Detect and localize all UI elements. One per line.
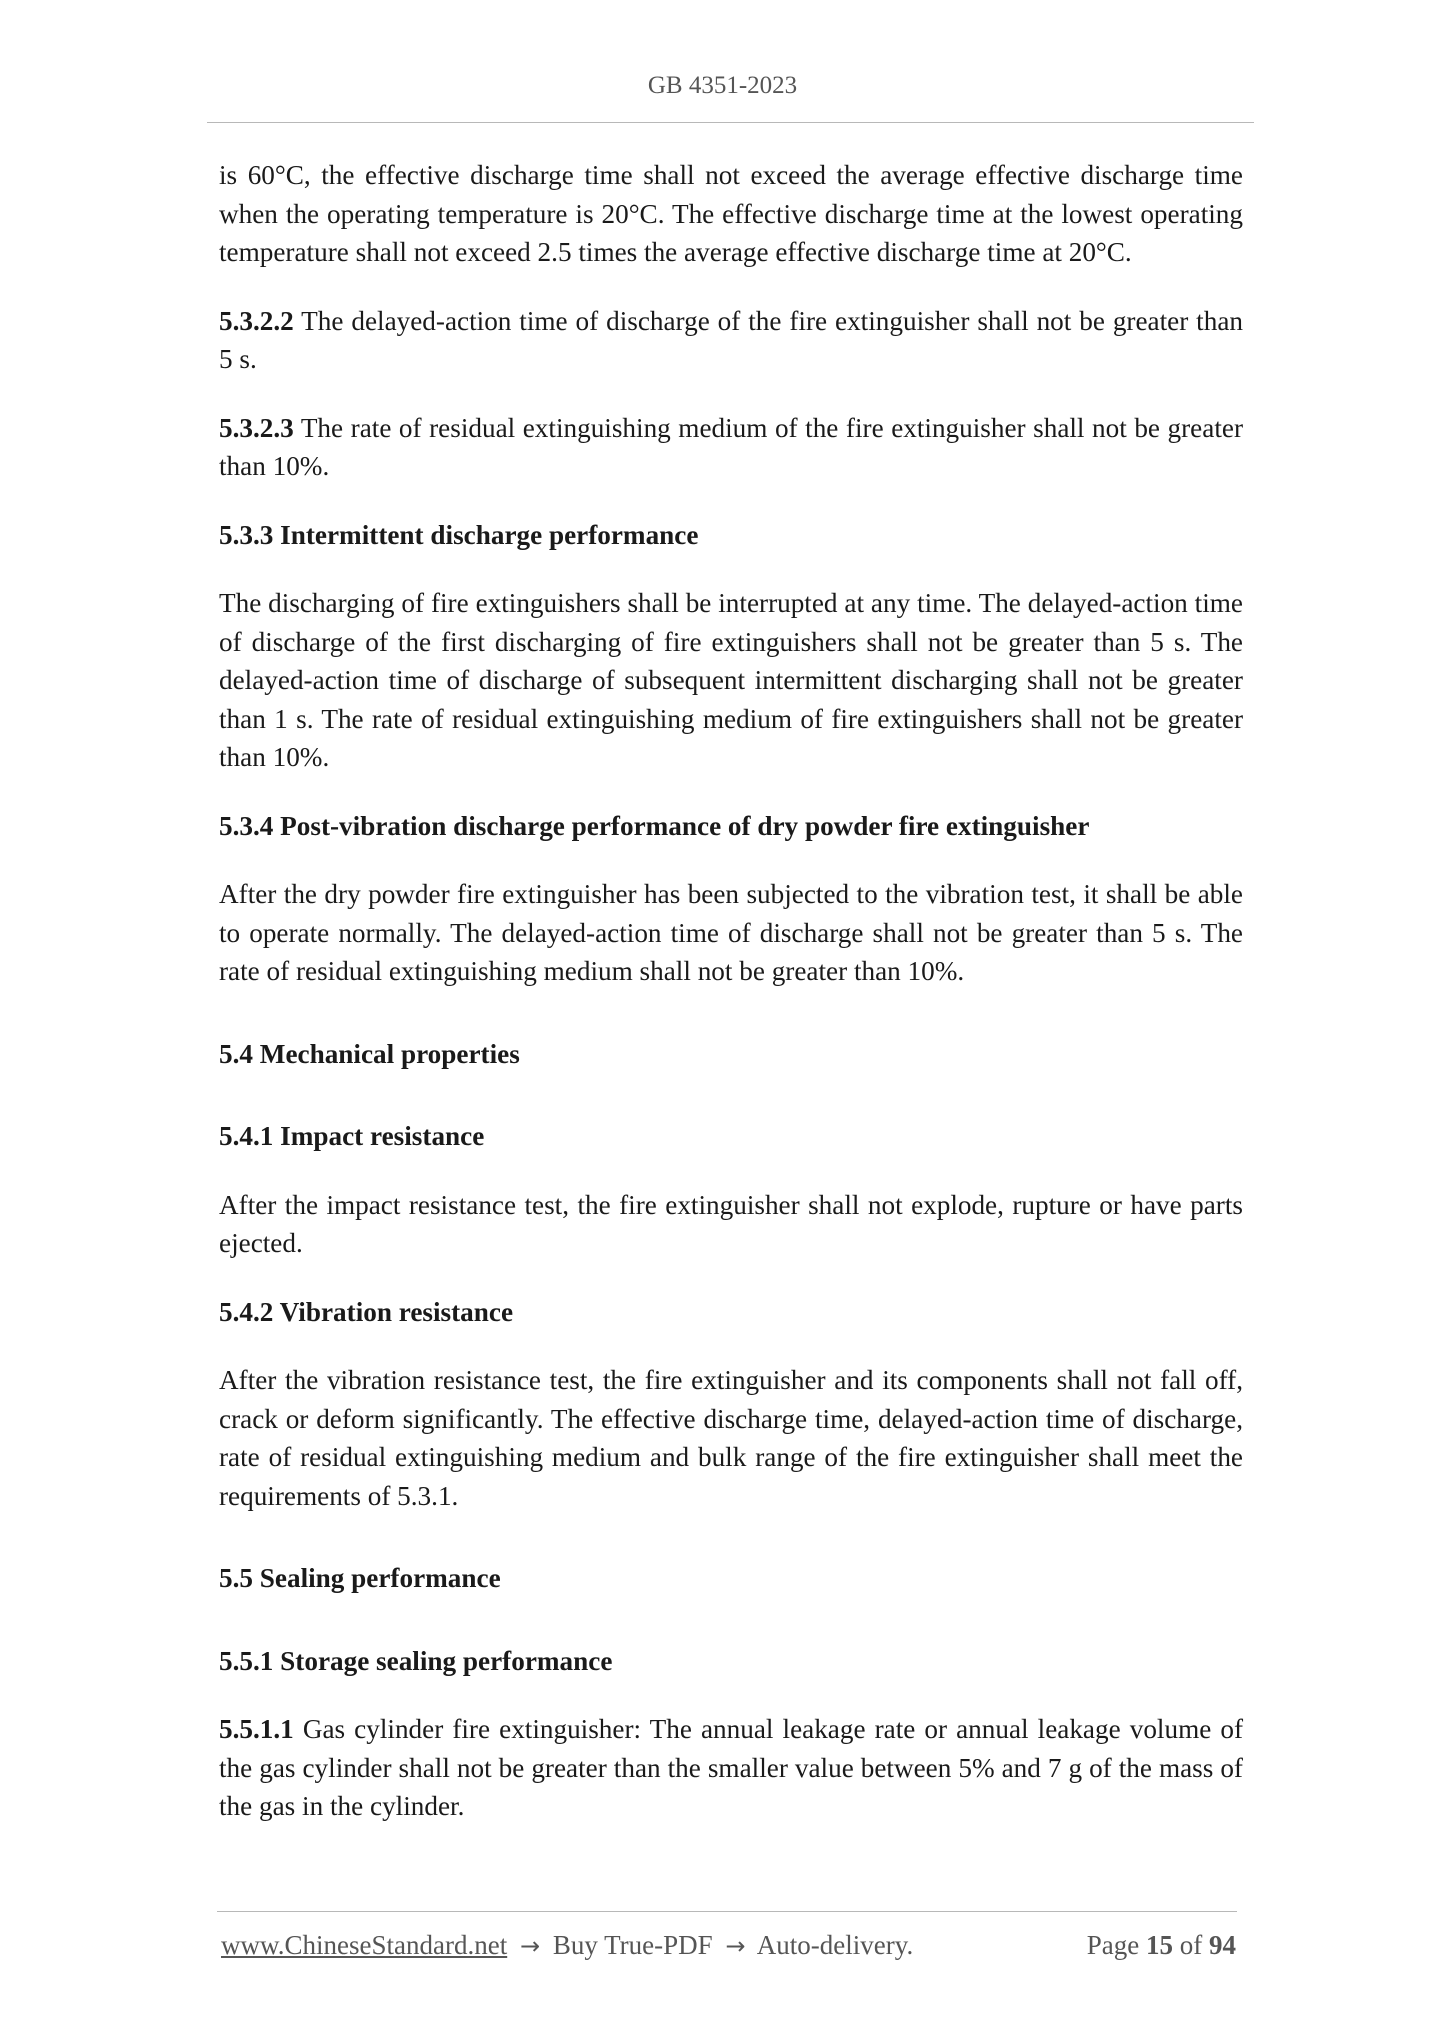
section-heading-5-5: 5.5 Sealing performance	[219, 1563, 501, 1593]
website-link[interactable]: www.ChineseStandard.net	[221, 1930, 508, 1960]
paragraph-post-vibration: After the dry powder fire extinguisher has been subjected to the vibration test, it shall be able to operate normally. The delayed-action time of discharge shall not be greater than 5 s. The rate of residual extinguishing medium shall not be greater than 10%.	[219, 879, 1243, 986]
footer-divider	[217, 1911, 1237, 1912]
clause-number: 5.3.2.2	[219, 305, 294, 336]
section-heading-5-4-2: 5.4.2 Vibration resistance	[219, 1296, 514, 1327]
document-body	[219, 156, 1243, 1826]
paragraph-continued: is 60°C, the effective discharge time shall not exceed the average effective discharge time when the operating temperature is 20°C. The effective discharge time at the lowest operating temperature shall not exceed 2.5 times the average effective discharge time at 20°C.	[219, 160, 1243, 267]
page-indicator	[1087, 1930, 1236, 1961]
of-label: of	[1179, 1930, 1203, 1960]
page-footer	[221, 1930, 1236, 1961]
buy-true-pdf-text: Buy True-PDF	[552, 1930, 713, 1960]
section-heading-5-5-1: 5.5.1 Storage sealing performance	[219, 1645, 613, 1676]
total-page-count: 94	[1209, 1930, 1236, 1960]
footer-left	[221, 1930, 913, 1961]
clause-number: 5.3.2.3	[219, 412, 294, 443]
paragraph-vibration-resistance: After the vibration resistance test, the fire extinguisher and its components shall not fall off, crack or deform significantly. The effective discharge time, delayed-action time of discharge, rate of residual extinguishing medium and bulk range of the fire extinguisher shall meet the requirements of 5.3.1.	[219, 1365, 1243, 1511]
paragraph-intermittent-discharge: The discharging of fire extinguishers shall be interrupted at any time. The delayed-action time of discharge of the first discharging of fire extinguishers shall not be greater than 5 s. The delayed-action time of discharge of subsequent intermittent discharging shall not be greater than 1 s. The rate of residual extinguishing medium of fire extinguishers shall not be greater than 10%.	[219, 588, 1243, 772]
header-divider	[207, 122, 1254, 123]
current-page-number: 15	[1146, 1930, 1173, 1960]
clause-text: The delayed-action time of discharge of the fire extinguisher shall not be greater than 5 s.	[219, 305, 1243, 374]
clause-5-3-2-2	[219, 302, 1243, 379]
section-heading-5-3-3: 5.3.3 Intermittent discharge performance	[219, 519, 699, 550]
clause-5-5-1-1	[219, 1710, 1243, 1826]
auto-delivery-text: Auto-delivery.	[756, 1930, 914, 1960]
arrow-right-icon: →	[725, 1932, 746, 1960]
clause-number: 5.5.1.1	[219, 1714, 294, 1744]
paragraph-impact-resistance: After the impact resistance test, the fire extinguisher shall not explode, rupture or have parts ejected.	[219, 1189, 1243, 1258]
clause-text: The rate of residual extinguishing medium of the fire extinguisher shall not be greater than 10%.	[219, 412, 1243, 481]
page-label: Page	[1086, 1930, 1140, 1960]
section-heading-5-4: 5.4 Mechanical properties	[219, 1038, 520, 1069]
clause-text: Gas cylinder fire extinguisher: The annual leakage rate or annual leakage volume of the gas cylinder shall not be greater than the smaller value between 5% and 7 g of the mass of the gas in the cylinder.	[219, 1714, 1243, 1821]
clause-5-3-2-3	[219, 409, 1243, 486]
section-heading-5-3-4: 5.3.4 Post-vibration discharge performance of dry powder fire extinguisher	[219, 810, 1090, 841]
section-heading-5-4-1: 5.4.1 Impact resistance	[219, 1121, 485, 1151]
arrow-right-icon: →	[519, 1932, 541, 1960]
document-header-title: GB 4351-2023	[647, 72, 798, 99]
